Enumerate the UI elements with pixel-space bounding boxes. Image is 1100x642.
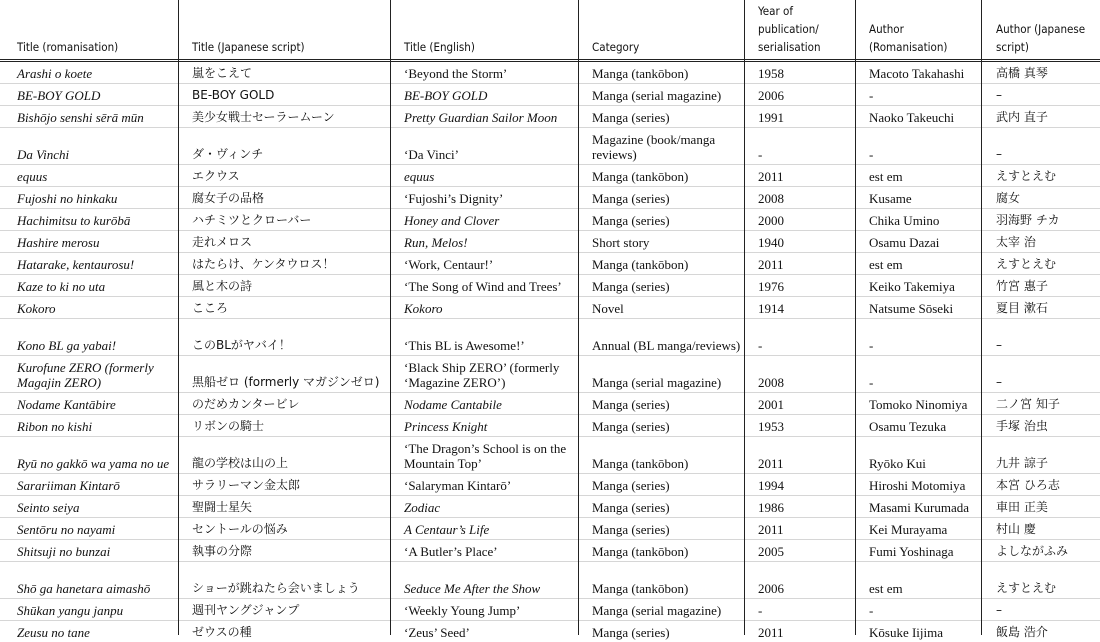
cell-category: Manga (series) bbox=[578, 187, 744, 209]
header-title-japanese: Title (Japanese script) bbox=[178, 0, 390, 61]
cell-author-romanisation: Kusame bbox=[856, 187, 982, 209]
cell-author-romanisation: Natsume Sōseki bbox=[856, 297, 982, 319]
cell-category: Manga (tankōbon) bbox=[578, 253, 744, 275]
cell-author-romanisation: Osamu Tezuka bbox=[856, 415, 982, 437]
cell-year: 1976 bbox=[744, 275, 856, 297]
cell-title-romanisation: Da Vinchi bbox=[0, 128, 178, 165]
cell-title-english: Honey and Clover bbox=[390, 209, 578, 231]
cell-title-english: Seduce Me After the Show bbox=[390, 562, 578, 599]
cell-category: Manga (serial magazine) bbox=[578, 599, 744, 621]
cell-year: 2000 bbox=[744, 209, 856, 231]
table-row bbox=[0, 231, 1100, 253]
cell-title-japanese: サラリーマン金太郎 bbox=[178, 474, 390, 496]
cell-title-english: BE-BOY GOLD bbox=[390, 84, 578, 106]
cell-title-romanisation: equus bbox=[0, 165, 178, 187]
cell-title-english: ‘Salaryman Kintarō’ bbox=[390, 474, 578, 496]
cell-title-english: ‘This BL is Awesome!’ bbox=[390, 319, 578, 356]
cell-title-english: ‘Fujoshi’s Dignity’ bbox=[390, 187, 578, 209]
cell-title-japanese: ハチミツとクローバー bbox=[178, 209, 390, 231]
table-row bbox=[0, 496, 1100, 518]
cell-title-japanese: 龍の学校は山の上 bbox=[178, 437, 390, 474]
cell-category: Manga (series) bbox=[578, 496, 744, 518]
cell-category: Manga (series) bbox=[578, 393, 744, 415]
cell-title-romanisation: Shō ga hanetara aimashō bbox=[0, 562, 178, 599]
cell-title-romanisation: Kokoro bbox=[0, 297, 178, 319]
cell-title-romanisation: Shūkan yangu janpu bbox=[0, 599, 178, 621]
cell-title-japanese: 美少女戦士セーラームーン bbox=[178, 106, 390, 128]
cell-author-japanese: 九井 諒子 bbox=[982, 437, 1100, 474]
cell-year: 2011 bbox=[744, 437, 856, 474]
cell-category: Magazine (book/manga reviews) bbox=[578, 128, 744, 165]
cell-category: Manga (serial magazine) bbox=[578, 356, 744, 393]
cell-author-japanese: えすとえむ bbox=[982, 562, 1100, 599]
cell-author-japanese: – bbox=[982, 319, 1100, 356]
cell-title-japanese: ダ・ヴィンチ bbox=[178, 128, 390, 165]
cell-category: Manga (series) bbox=[578, 275, 744, 297]
cell-author-romanisation: Kōsuke Iijima bbox=[856, 621, 982, 642]
cell-title-romanisation: Seinto seiya bbox=[0, 496, 178, 518]
cell-title-english: ‘The Dragon’s School is on the Mountain Top’ bbox=[390, 437, 578, 474]
cell-year: 2006 bbox=[744, 562, 856, 599]
cell-title-japanese: 週刊ヤングジャンプ bbox=[178, 599, 390, 621]
cell-author-romanisation: Masami Kurumada bbox=[856, 496, 982, 518]
table-row bbox=[0, 297, 1100, 319]
cell-title-japanese: 風と木の詩 bbox=[178, 275, 390, 297]
cell-year: 2008 bbox=[744, 187, 856, 209]
cell-author-japanese: 手塚 治虫 bbox=[982, 415, 1100, 437]
cell-author-japanese: – bbox=[982, 84, 1100, 106]
cell-year: 1986 bbox=[744, 496, 856, 518]
cell-author-romanisation: est em bbox=[856, 253, 982, 275]
cell-year: 2008 bbox=[744, 356, 856, 393]
cell-title-english: ‘Weekly Young Jump’ bbox=[390, 599, 578, 621]
cell-title-japanese: エクウス bbox=[178, 165, 390, 187]
cell-title-japanese: のだめカンタービレ bbox=[178, 393, 390, 415]
cell-author-romanisation: Hiroshi Motomiya bbox=[856, 474, 982, 496]
table-row bbox=[0, 209, 1100, 231]
cell-category: Manga (serial magazine) bbox=[578, 84, 744, 106]
cell-title-japanese: 嵐をこえて bbox=[178, 61, 390, 84]
cell-year: 1914 bbox=[744, 297, 856, 319]
cell-title-japanese: ショーが跳ねたら会いましょう bbox=[178, 562, 390, 599]
cell-title-romanisation: Ribon no kishi bbox=[0, 415, 178, 437]
cell-category: Manga (series) bbox=[578, 518, 744, 540]
cell-year: 2006 bbox=[744, 84, 856, 106]
table-row bbox=[0, 437, 1100, 474]
table-row bbox=[0, 275, 1100, 297]
cell-title-romanisation: Hachimitsu to kurōbā bbox=[0, 209, 178, 231]
cell-author-japanese: えすとえむ bbox=[982, 165, 1100, 187]
table-row bbox=[0, 106, 1100, 128]
cell-category: Novel bbox=[578, 297, 744, 319]
cell-category: Manga (tankōbon) bbox=[578, 540, 744, 562]
cell-author-romanisation: Fumi Yoshinaga bbox=[856, 540, 982, 562]
cell-title-japanese: ゼウスの種 bbox=[178, 621, 390, 642]
table-row bbox=[0, 61, 1100, 84]
cell-author-romanisation: - bbox=[856, 128, 982, 165]
cell-author-romanisation: Kei Murayama bbox=[856, 518, 982, 540]
cell-title-english: Nodame Cantabile bbox=[390, 393, 578, 415]
cell-category: Manga (series) bbox=[578, 209, 744, 231]
cell-title-romanisation: Shitsuji no bunzai bbox=[0, 540, 178, 562]
cell-author-japanese: 高橋 真琴 bbox=[982, 61, 1100, 84]
cell-title-english: A Centaur’s Life bbox=[390, 518, 578, 540]
header-year: Year of publication/ serialisation bbox=[744, 0, 856, 61]
cell-author-japanese: 竹宮 惠子 bbox=[982, 275, 1100, 297]
cell-author-japanese: よしながふみ bbox=[982, 540, 1100, 562]
cell-title-romanisation: Fujoshi no hinkaku bbox=[0, 187, 178, 209]
cell-title-japanese: 執事の分際 bbox=[178, 540, 390, 562]
cell-year: 2011 bbox=[744, 518, 856, 540]
cell-title-english: ‘Black Ship ZERO’ (formerly ‘Magazine ZERO’) bbox=[390, 356, 578, 393]
cell-author-romanisation: - bbox=[856, 599, 982, 621]
cell-category: Short story bbox=[578, 231, 744, 253]
cell-title-english: Zodiac bbox=[390, 496, 578, 518]
cell-title-romanisation: Hatarake, kentaurosu! bbox=[0, 253, 178, 275]
cell-title-japanese: リボンの騎士 bbox=[178, 415, 390, 437]
cell-title-english: ‘Da Vinci’ bbox=[390, 128, 578, 165]
cell-author-japanese: 羽海野 チカ bbox=[982, 209, 1100, 231]
cell-author-japanese: 腐女 bbox=[982, 187, 1100, 209]
table-row bbox=[0, 187, 1100, 209]
cell-category: Manga (series) bbox=[578, 106, 744, 128]
cell-title-romanisation: Sarariiman Kintarō bbox=[0, 474, 178, 496]
table-row bbox=[0, 415, 1100, 437]
table-row bbox=[0, 128, 1100, 165]
table-row bbox=[0, 621, 1100, 642]
cell-year: 2001 bbox=[744, 393, 856, 415]
cell-year: - bbox=[744, 128, 856, 165]
cell-author-romanisation: - bbox=[856, 84, 982, 106]
cell-author-romanisation: Tomoko Ninomiya bbox=[856, 393, 982, 415]
table-row bbox=[0, 253, 1100, 275]
cell-author-japanese: 武内 直子 bbox=[982, 106, 1100, 128]
cell-year: 2011 bbox=[744, 621, 856, 642]
cell-author-japanese: – bbox=[982, 128, 1100, 165]
cell-title-japanese: はたらけ、ケンタウロス！ bbox=[178, 253, 390, 275]
cell-title-english: Princess Knight bbox=[390, 415, 578, 437]
cell-year: 2005 bbox=[744, 540, 856, 562]
cell-author-romanisation: Naoko Takeuchi bbox=[856, 106, 982, 128]
cell-author-japanese: 太宰 治 bbox=[982, 231, 1100, 253]
header-title-english: Title (English) bbox=[390, 0, 578, 61]
cell-category: Manga (tankōbon) bbox=[578, 437, 744, 474]
cell-author-romanisation: Macoto Takahashi bbox=[856, 61, 982, 84]
table-row bbox=[0, 165, 1100, 187]
cell-author-japanese: 村山 慶 bbox=[982, 518, 1100, 540]
cell-title-romanisation: Kurofune ZERO (formerly Magajin ZERO) bbox=[0, 356, 178, 393]
cell-year: 1958 bbox=[744, 61, 856, 84]
cell-title-english: ‘Work, Centaur!’ bbox=[390, 253, 578, 275]
cell-title-romanisation: Kaze to ki no uta bbox=[0, 275, 178, 297]
cell-title-japanese: 走れメロス bbox=[178, 231, 390, 253]
cell-title-english: equus bbox=[390, 165, 578, 187]
table-row bbox=[0, 84, 1100, 106]
cell-year: 1940 bbox=[744, 231, 856, 253]
cell-year: - bbox=[744, 319, 856, 356]
table-row bbox=[0, 319, 1100, 356]
cell-title-japanese: このBLがヤバイ！ bbox=[178, 319, 390, 356]
cell-title-japanese: こころ bbox=[178, 297, 390, 319]
cell-title-japanese: セントールの悩み bbox=[178, 518, 390, 540]
cell-title-romanisation: Arashi o koete bbox=[0, 61, 178, 84]
cell-author-japanese: 夏目 漱石 bbox=[982, 297, 1100, 319]
cell-category: Manga (tankōbon) bbox=[578, 61, 744, 84]
table-row bbox=[0, 518, 1100, 540]
cell-category: Annual (BL manga/reviews) bbox=[578, 319, 744, 356]
cell-author-romanisation: Keiko Takemiya bbox=[856, 275, 982, 297]
cell-category: Manga (series) bbox=[578, 415, 744, 437]
cell-author-romanisation: Chika Umino bbox=[856, 209, 982, 231]
cell-author-romanisation: Ryōko Kui bbox=[856, 437, 982, 474]
cell-author-japanese: 本宮 ひろ志 bbox=[982, 474, 1100, 496]
cell-title-romanisation: Zeusu no tane bbox=[0, 621, 178, 642]
cell-title-english: ‘A Butler’s Place’ bbox=[390, 540, 578, 562]
cell-year: 1994 bbox=[744, 474, 856, 496]
cell-title-english: ‘Zeus’ Seed’ bbox=[390, 621, 578, 642]
cell-title-japanese: 黒船ゼロ (formerly マガジンゼロ) bbox=[178, 356, 390, 393]
cell-title-english: ‘The Song of Wind and Trees’ bbox=[390, 275, 578, 297]
cell-author-romanisation: - bbox=[856, 319, 982, 356]
cell-title-romanisation: Kono BL ga yabai! bbox=[0, 319, 178, 356]
cell-title-english: Kokoro bbox=[390, 297, 578, 319]
cell-author-japanese: – bbox=[982, 599, 1100, 621]
cell-title-japanese: BE-BOY GOLD bbox=[178, 84, 390, 106]
cell-author-japanese: えすとえむ bbox=[982, 253, 1100, 275]
header-author-japanese: Author (Japanese script) bbox=[982, 0, 1100, 61]
cell-author-japanese: – bbox=[982, 356, 1100, 393]
cell-author-romanisation: est em bbox=[856, 562, 982, 599]
cell-category: Manga (tankōbon) bbox=[578, 562, 744, 599]
cell-author-japanese: 車田 正美 bbox=[982, 496, 1100, 518]
cell-author-romanisation: est em bbox=[856, 165, 982, 187]
cell-title-english: ‘Beyond the Storm’ bbox=[390, 61, 578, 84]
cell-year: 1991 bbox=[744, 106, 856, 128]
table-body bbox=[0, 61, 1100, 642]
cell-title-english: Run, Melos! bbox=[390, 231, 578, 253]
table-row bbox=[0, 474, 1100, 496]
table-row bbox=[0, 540, 1100, 562]
cell-year: - bbox=[744, 599, 856, 621]
cell-title-japanese: 腐女子の品格 bbox=[178, 187, 390, 209]
cell-title-romanisation: Bishōjo senshi sērā mūn bbox=[0, 106, 178, 128]
cell-category: Manga (tankōbon) bbox=[578, 165, 744, 187]
cell-author-romanisation: Osamu Dazai bbox=[856, 231, 982, 253]
header-author-romanisation: Author (Romanisation) bbox=[856, 0, 982, 61]
cell-title-romanisation: Sentōru no nayami bbox=[0, 518, 178, 540]
cell-year: 1953 bbox=[744, 415, 856, 437]
cell-title-romanisation: Hashire merosu bbox=[0, 231, 178, 253]
header-title-romanisation: Title (romanisation) bbox=[0, 0, 178, 61]
cell-category: Manga (series) bbox=[578, 474, 744, 496]
cell-author-japanese: 飯島 浩介 bbox=[982, 621, 1100, 642]
table-row bbox=[0, 562, 1100, 599]
table-row bbox=[0, 393, 1100, 415]
cell-title-english: Pretty Guardian Sailor Moon bbox=[390, 106, 578, 128]
header-row bbox=[0, 0, 1100, 61]
cell-title-japanese: 聖闘士星矢 bbox=[178, 496, 390, 518]
cell-author-japanese: 二ノ宮 知子 bbox=[982, 393, 1100, 415]
cell-title-romanisation: Ryū no gakkō wa yama no ue bbox=[0, 437, 178, 474]
cell-author-romanisation: - bbox=[856, 356, 982, 393]
table-row bbox=[0, 356, 1100, 393]
cell-category: Manga (series) bbox=[578, 621, 744, 642]
cell-year: 2011 bbox=[744, 253, 856, 275]
cell-year: 2011 bbox=[744, 165, 856, 187]
table-row bbox=[0, 599, 1100, 621]
cell-title-romanisation: Nodame Kantābire bbox=[0, 393, 178, 415]
header-category: Category bbox=[578, 0, 744, 61]
cell-title-romanisation: BE-BOY GOLD bbox=[0, 84, 178, 106]
